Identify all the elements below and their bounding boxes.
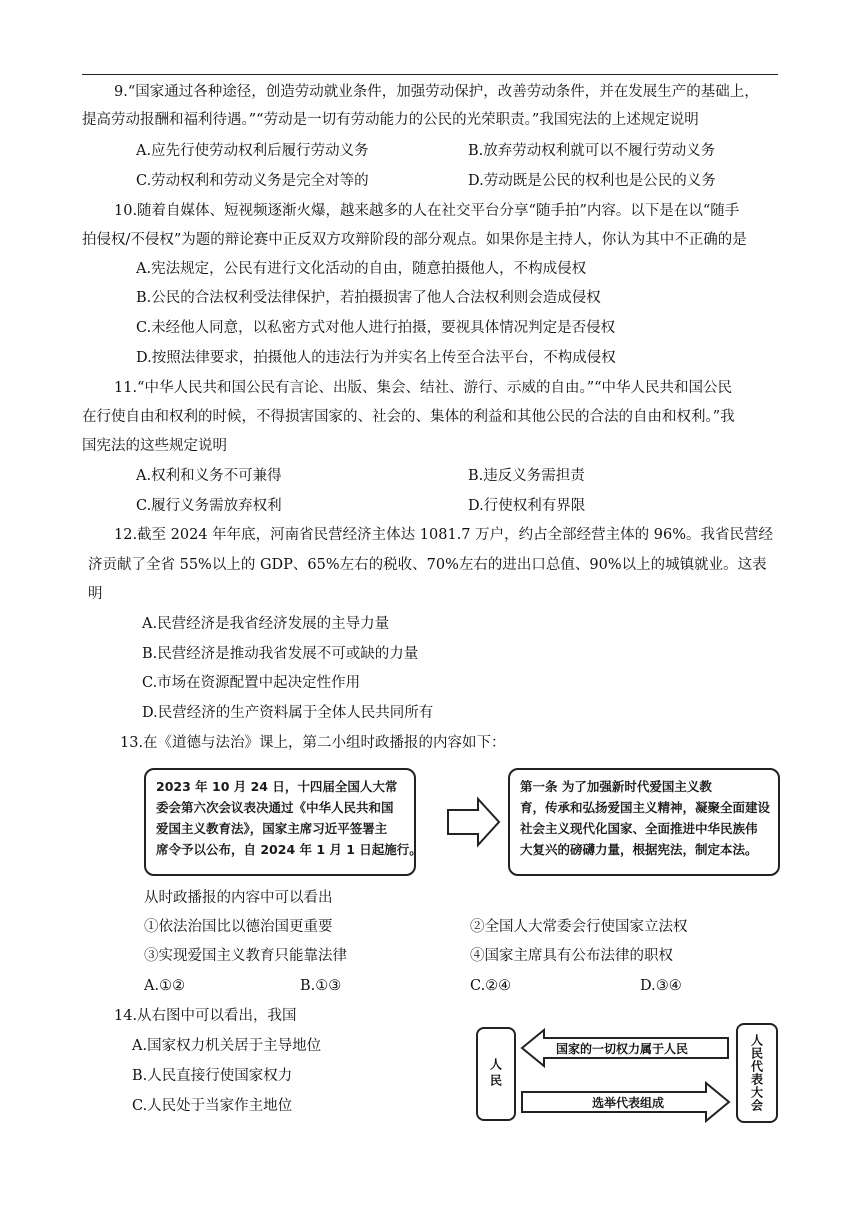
diagram-bottom-arrow-label: 选举代表组成 — [592, 1096, 665, 1110]
diagram-congress-label: 人民代表大会 — [749, 1034, 764, 1112]
q12-option-b: B.民营经济是推动我省发展不可或缺的力量 — [142, 646, 419, 662]
q10-option-b: B.公民的合法权利受法律保护，若拍摄损害了他人合法权利则会造成侵权 — [136, 290, 601, 306]
q13-option-c: C.②④ — [470, 978, 512, 994]
q13-statement-1: ①依法治国比以德治国更重要 — [144, 919, 333, 935]
diagram-congress-box — [736, 1023, 778, 1123]
q10-stem-line1: 10.随着自媒体、短视频逐渐火爆，越来越多的人在社交平台分享“随手拍”内容。以下是在以“随手 — [114, 203, 740, 219]
q10-option-a: A.宪法规定，公民有进行文化活动的自由，随意拍摄他人，不构成侵权 — [136, 261, 587, 277]
news-box-left-line3: 爱国主义教育法》，国家主席习近平签署主 — [156, 821, 388, 836]
diagram-people-label: 人民 — [488, 1058, 503, 1090]
q9-option-a: A.应先行使劳动权利后履行劳动义务 — [136, 143, 369, 159]
q13-statement-2: ②全国人大常委会行使国家立法权 — [470, 919, 688, 935]
q11-stem-line3: 国宪法的这些规定说明 — [82, 438, 227, 454]
q12-option-c: C.市场在资源配置中起决定性作用 — [142, 675, 361, 691]
q13-stem: 13.在《道德与法治》课上，第二小组时政播报的内容如下： — [120, 735, 506, 751]
q12-option-a: A.民营经济是我省经济发展的主导力量 — [142, 616, 390, 632]
q13-option-a: A.①② — [144, 978, 186, 994]
q11-option-d: D.行使权利有界限 — [468, 498, 586, 514]
news-box-left — [144, 768, 422, 876]
diagram-people-box — [476, 1027, 516, 1121]
q9-option-c: C.劳动权利和劳动义务是完全对等的 — [136, 173, 369, 189]
q9-option-b: B.放弃劳动权利就可以不履行劳动义务 — [468, 143, 716, 159]
q11-option-c: C.履行义务需放弃权利 — [136, 498, 282, 514]
right-arrow-icon — [446, 796, 502, 848]
q11-stem-line2: 在行使自由和权利的时候，不得损害国家的、社会的、集体的利益和其他公民的合法的自由和权利。”我 — [82, 409, 735, 425]
q13-statement-4: ④国家主席具有公布法律的职权 — [470, 948, 673, 964]
q10-stem-line2: 拍侵权/不侵权”为题的辩论赛中正反双方攻辩阶段的部分观点。如果你是主持人，你认为其中不正确的是 — [82, 232, 747, 248]
q11-option-a: A.权利和义务不可兼得 — [136, 468, 282, 484]
q9-stem-line1: 9.“国家通过各种途径，创造劳动就业条件，加强劳动保护，改善劳动条件，并在发展生产的基础上， — [114, 84, 759, 100]
news-box-right-line1: 第一条 为了加强新时代爱国主义教 — [520, 779, 712, 794]
q12-option-d: D.民营经济的生产资料属于全体人民共同所有 — [142, 705, 434, 721]
q13-question: 从时政播报的内容中可以看出 — [144, 890, 333, 906]
news-box-right-line3: 社会主义现代化国家、全面推进中华民族伟 — [520, 821, 758, 836]
q13-option-d: D.③④ — [640, 978, 682, 994]
q10-option-d: D.按照法律要求，拍摄他人的违法行为并实名上传至合法平台，不构成侵权 — [136, 350, 616, 366]
q13-statement-3: ③实现爱国主义教育只能靠法律 — [144, 948, 347, 964]
q11-option-b: B.违反义务需担责 — [468, 468, 585, 484]
q9-option-d: D.劳动既是公民的权利也是公民的义务 — [468, 173, 716, 189]
news-box-right-line4: 大复兴的磅礴力量，根据宪法，制定本法。 — [520, 842, 758, 857]
q12-stem-line1: 12.截至 2024 年年底，河南省民营经济主体达 1081.7 万户，约占全部经营主体的 96%。我省民营经 — [114, 527, 773, 543]
q10-option-c: C.未经他人同意，以私密方式对他人进行拍摄，要视具体情况判定是否侵权 — [136, 320, 616, 336]
q14-option-b: B.人民直接行使国家权力 — [132, 1068, 293, 1084]
q14-option-a: A.国家权力机关居于主导地位 — [132, 1038, 322, 1054]
news-box-left-line1: 2023 年 10 月 24 日，十四届全国人大常 — [156, 779, 398, 794]
diagram-top-arrow-label: 国家的一切权力属于人民 — [556, 1042, 689, 1056]
q11-stem-line1: 11.“中华人民共和国公民有言论、出版、集会、结社、游行、示威的自由。”“中华人民共和国公民 — [114, 380, 733, 396]
q14-option-c: C.人民处于当家作主地位 — [132, 1098, 293, 1114]
news-box-right-line2: 育，传承和弘扬爱国主义精神，凝聚全面建设 — [520, 800, 771, 815]
header-rule — [82, 74, 778, 75]
q12-stem-line3: 明 — [88, 586, 103, 602]
news-box-left-line4: 席令予以公布，自 2024 年 1 月 1 日起施行。 — [156, 842, 422, 857]
q12-stem-line2: 济贡献了全省 55%以上的 GDP、65%左右的税收、70%左右的进出口总值、90%以上的城镇就业。这表 — [88, 557, 767, 573]
news-box-right — [508, 768, 780, 876]
q14-stem: 14.从右图中可以看出，我国 — [114, 1008, 297, 1024]
q13-option-b: B.①③ — [300, 978, 342, 994]
q9-stem-line2: 提高劳动报酬和福利待遇。”“劳动是一切有劳动能力的公民的光荣职责。”我国宪法的上述规定说明 — [82, 112, 699, 128]
news-box-left-line2: 委会第六次会议表决通过《中华人民共和国 — [156, 800, 394, 815]
